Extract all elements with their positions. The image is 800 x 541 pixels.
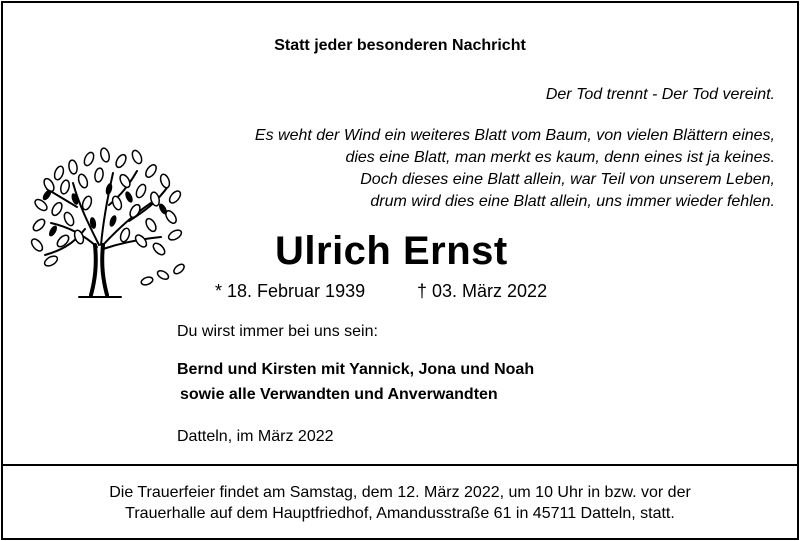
family-line: sowie alle Verwandten und Anverwandten	[180, 386, 498, 403]
poem-line: Es weht der Wind ein weiteres Blatt vom Baum, von vielen Blättern eines,	[254, 127, 775, 144]
funeral-line: Trauerhalle auf dem Hauptfriedhof, Amandusstraße 61 in 45711 Datteln, statt.	[125, 505, 675, 522]
family-signature	[177, 357, 534, 407]
poem-line: dies eine Blatt, man merkt es kaum, denn eines ist ja keines.	[345, 149, 775, 166]
birth-date: * 18. Februar 1939	[215, 281, 366, 301]
obituary-notice	[1, 1, 799, 540]
place-date: Datteln, im März 2022	[177, 428, 334, 445]
divider	[3, 464, 797, 466]
funeral-line: Die Trauerfeier findet am Samstag, dem 12. März 2022, um 10 Uhr in bzw. vor der	[109, 484, 691, 501]
headline: Statt jeder besonderen Nachricht	[274, 37, 526, 54]
tree-with-leaves-icon	[29, 145, 189, 303]
funeral-info	[3, 482, 797, 524]
death-date: † 03. März 2022	[417, 281, 548, 301]
poem-line: drum wird dies eine Blatt allein, uns immer wieder fehlen.	[370, 193, 775, 210]
intro-text: Du wirst immer bei uns sein:	[177, 323, 378, 340]
deceased-name: Ulrich Ernst	[275, 229, 508, 273]
poem-line: Doch dieses eine Blatt allein, war Teil von unserem Leben,	[360, 171, 775, 188]
family-line: Bernd und Kirsten mit Yannick, Jona und Noah	[177, 361, 535, 378]
motto: Der Tod trennt - Der Tod vereint.	[545, 86, 775, 103]
poem	[255, 125, 775, 213]
